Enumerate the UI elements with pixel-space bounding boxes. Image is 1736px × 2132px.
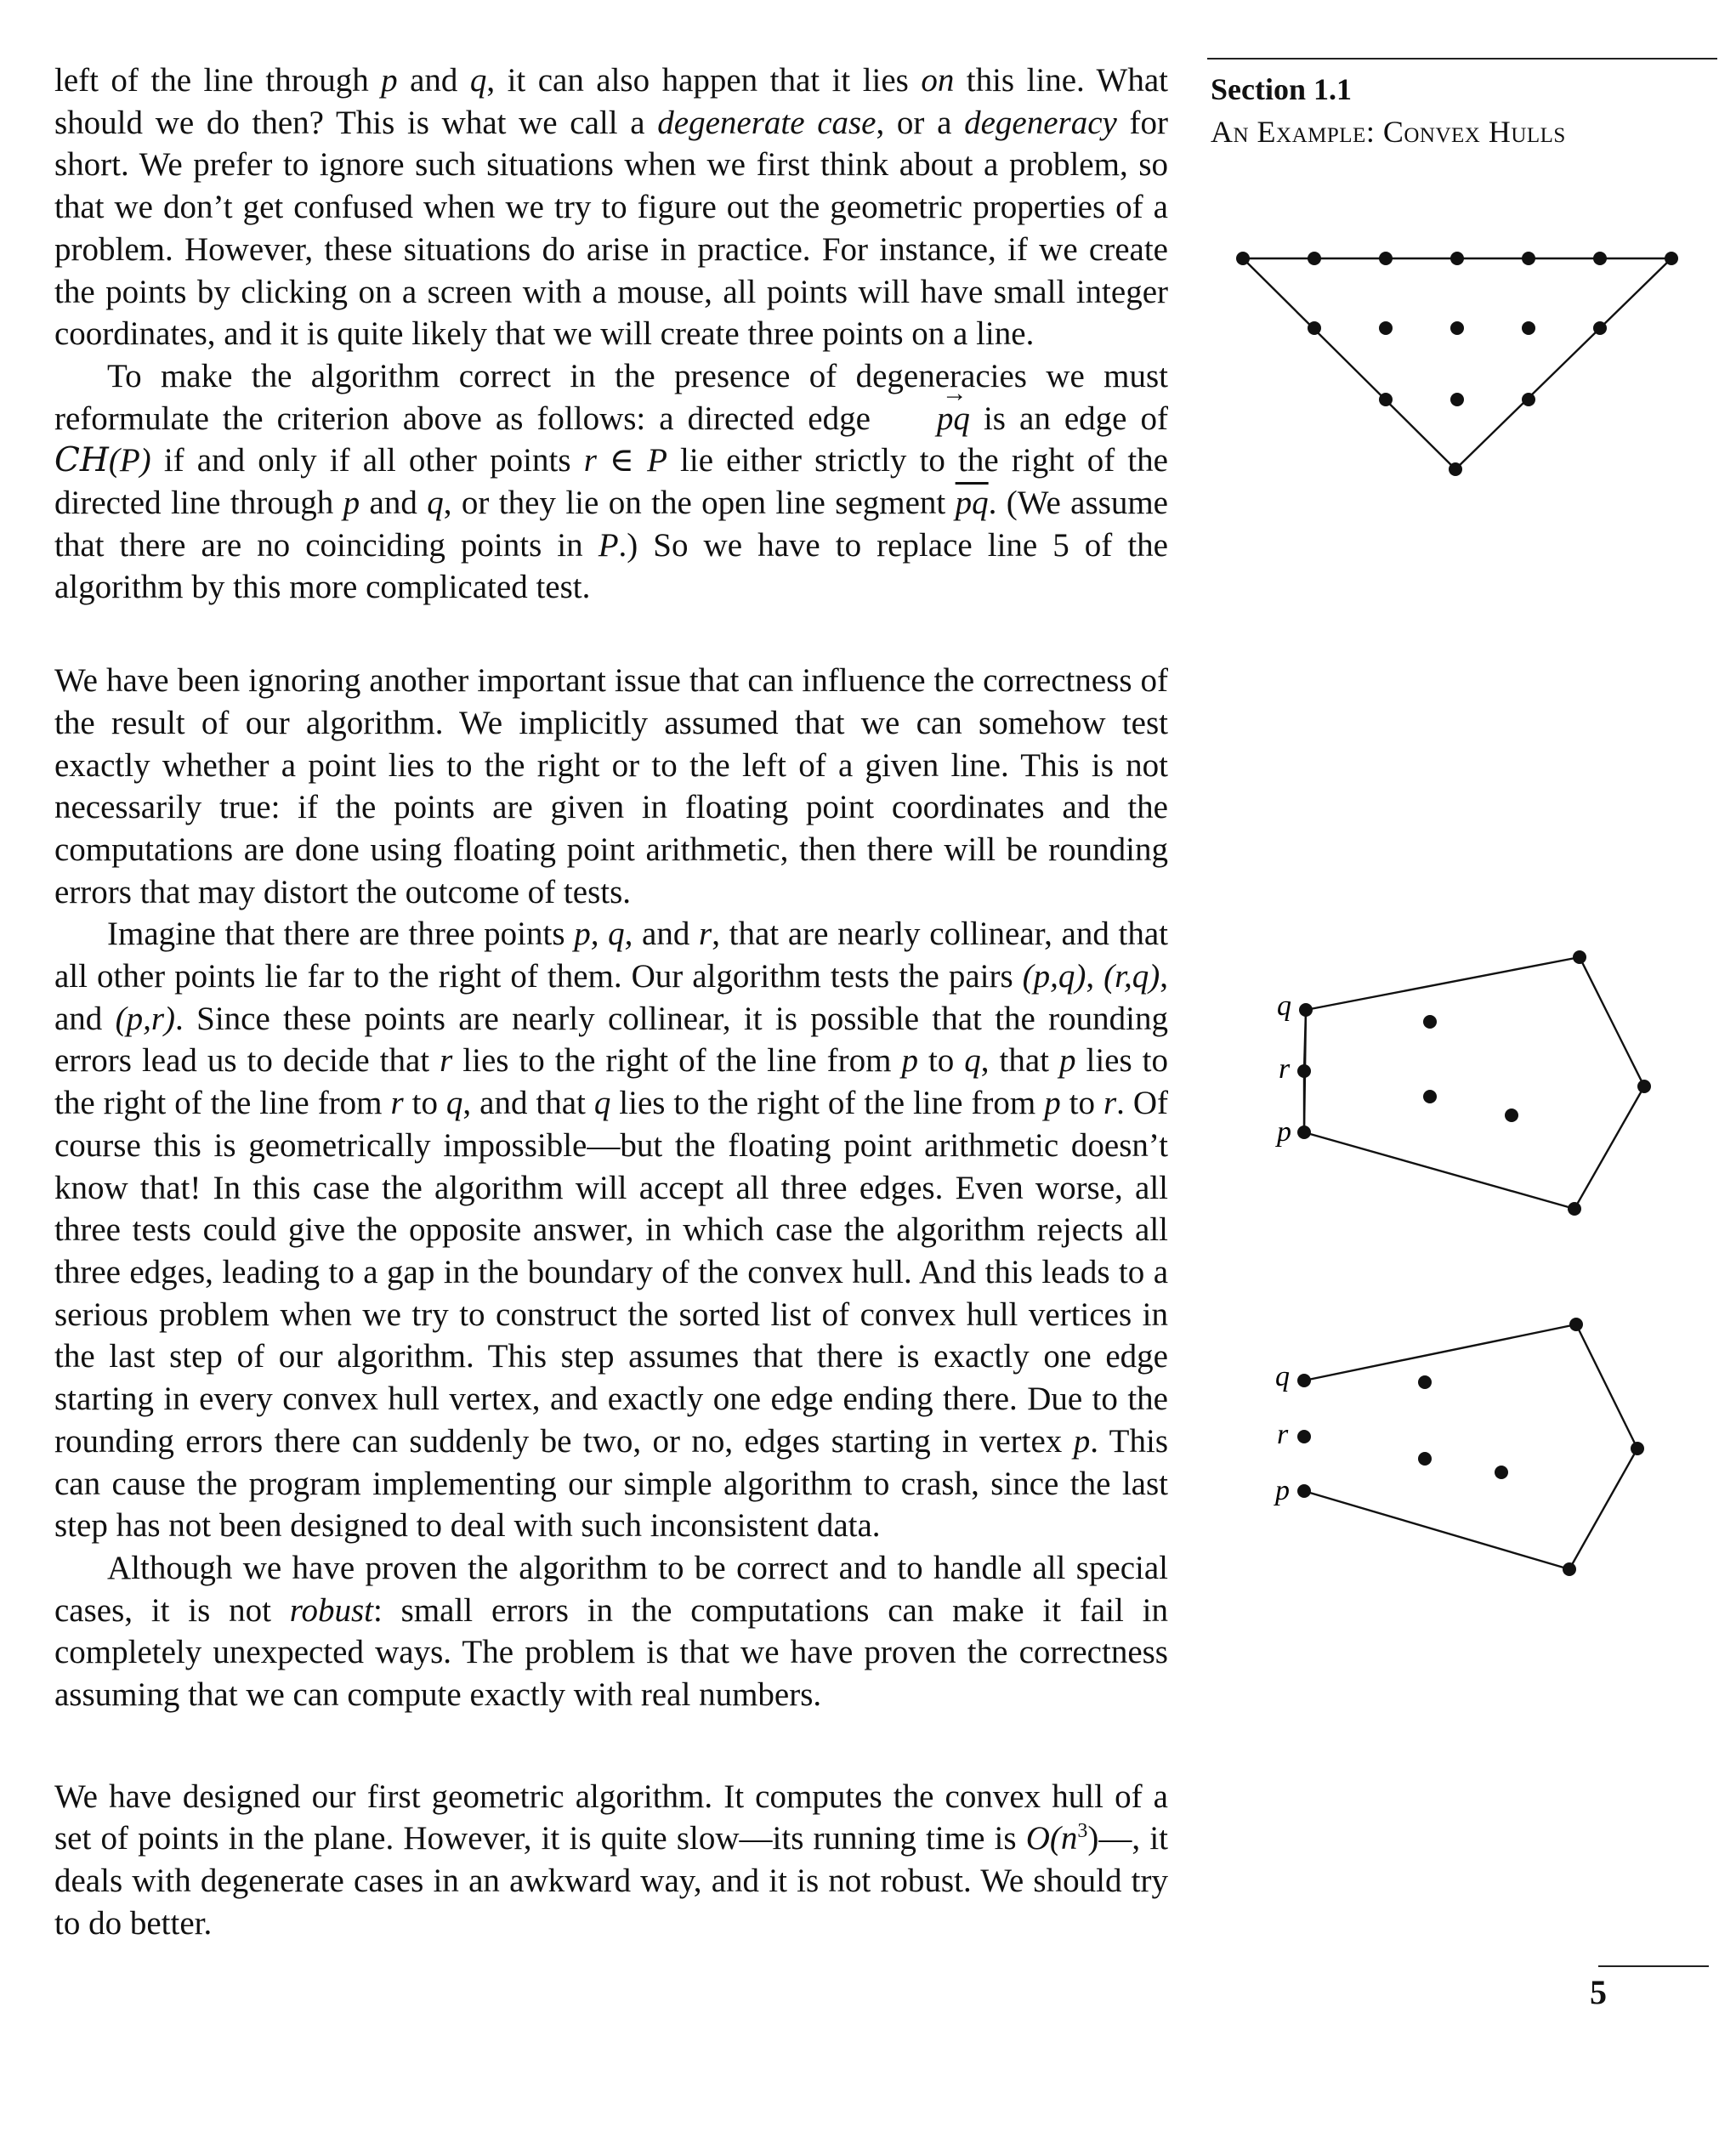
point: [1379, 321, 1393, 335]
point: [1569, 1318, 1583, 1331]
paragraph-reformulate-criterion: To make the algorithm correct in the presence of degeneracies we must reformulate the criterion above as follows: a directed edge → pq is an edge of CH(P) if and only if all other points r ∈ P lie either strictly to the right of the directed line through p and q, or they lie on the open line segment $\overline{pq}$. (We assume that there are no coinciding points in P.) So we have to replace line 5 of the algorithm by this more complicated test.: [54, 355, 1168, 609]
point: [1450, 393, 1464, 406]
point: [1593, 321, 1607, 335]
point-p: [1297, 1126, 1311, 1139]
point: [1308, 321, 1321, 335]
point: [1418, 1452, 1432, 1466]
point: [1450, 321, 1464, 335]
point: [1593, 252, 1607, 265]
label-r: r: [1277, 1419, 1289, 1450]
point: [1418, 1375, 1432, 1389]
figure-degenerate-triangle: [1224, 238, 1700, 493]
point: [1631, 1442, 1644, 1455]
label-q: q: [1277, 990, 1291, 1022]
point-r: [1297, 1430, 1311, 1443]
hull-edge: [1304, 1324, 1576, 1381]
hull-edge: [1243, 258, 1455, 469]
hull-edge: [1455, 258, 1671, 469]
hull-edge: [1569, 1449, 1637, 1569]
hull-edge: [1580, 957, 1644, 1086]
label-r: r: [1279, 1053, 1291, 1085]
hull-edge: [1574, 1086, 1644, 1209]
page-number: 5: [1590, 1973, 1607, 2011]
point: [1450, 252, 1464, 265]
paragraph-summary: We have designed our first geometric algorithm. It computes the convex hull of a set of points in the plane. However, it is quite slow—its running time is $O(n^3)—$, it deals with degenerate cases in an awkward way, and it is not robust. We should try to do better.: [54, 1778, 1169, 1942]
sidebar-top-rule: [1207, 58, 1717, 60]
main-text-column: [54, 60, 1168, 1945]
point: [1665, 252, 1678, 265]
figure-hull-all-edges: [1267, 944, 1675, 1233]
label-q: q: [1275, 1361, 1290, 1392]
section-label: Section 1.1: [1211, 72, 1352, 106]
point: [1423, 1015, 1437, 1029]
point-q: [1297, 1374, 1311, 1387]
point: [1379, 393, 1393, 406]
section-title: An Example: Convex Hulls: [1211, 115, 1566, 149]
point: [1573, 950, 1586, 964]
label-p: p: [1275, 1475, 1290, 1506]
hull-edge: [1304, 1491, 1569, 1569]
point: [1495, 1466, 1508, 1479]
point-p: [1297, 1484, 1311, 1498]
point-q: [1299, 1003, 1313, 1017]
figure-hull-with-gap: [1267, 1309, 1675, 1598]
hull-edge: [1576, 1324, 1637, 1449]
directed-edge-pq: → pq: [884, 398, 970, 440]
point: [1637, 1080, 1651, 1093]
paragraph-nearly-collinear: Imagine that there are three points p, q, and r, that are nearly collinear, and that all other points lie far to the right of them. Our algorithm tests the pairs (p,q), (r,q), and (p,r). Since these points are nearly collinear, it is possible that the rounding errors lead us to decide that r lies to the right of the line from p to q, that p lies to the right of the line from r to q, and that q lies to the right of the line from p to r. Of course this is geometrically impossible—but the floating point arithmetic doesn’t know that! In this case the algorithm will accept all three edges. Even worse, all three tests could give the opposite answer, in which case the algorithm rejects all three edges, leading to a gap in the boundary of the convex hull. And this leads to a serious problem when we try to construct the sorted list of convex hull vertices in the last step of our algorithm. This step assumes that there is exactly one edge starting in every convex hull vertex, and exactly one edge ending there. Due to the rounding errors there can suddenly be two, or no, edges starting in vertex p. This can cause the program implementing our simple algorithm to crash, since the last step has not been designed to deal with such inconsistent data.: [54, 916, 1169, 1545]
paragraph-not-robust: Although we have proven the algorithm to be correct and to handle all special cases, it is not robust: small errors in the computations can make it fail in completely unexpected ways. The problem is that we have proven the correctness assuming that we can compute exactly with real numbers.: [54, 1549, 1168, 1714]
page-number-rule: [1598, 1965, 1709, 1967]
point: [1522, 252, 1535, 265]
point: [1423, 1090, 1437, 1103]
point: [1522, 393, 1535, 406]
point: [1379, 252, 1393, 265]
point: [1568, 1202, 1581, 1216]
point: [1449, 462, 1462, 476]
segment-pq: $\overline{pq}$: [955, 485, 989, 522]
label-p: p: [1277, 1116, 1291, 1148]
point: [1308, 252, 1321, 265]
paragraph-rounding-errors: We have been ignoring another important issue that can influence the correctness of the result of our algorithm. We implicitly assumed that we can somehow test exactly whether a point lies to the right or to the left of a given line. This is not necessarily true: if the points are given in floating point coordinates and the computations are done using floating point arithmetic, then there will be rounding errors that may distort the outcome of tests.: [54, 662, 1168, 910]
point: [1236, 252, 1250, 265]
hull-edge: [1306, 957, 1580, 1010]
point-r: [1297, 1064, 1311, 1078]
point: [1522, 321, 1535, 335]
point: [1505, 1109, 1518, 1122]
point: [1563, 1562, 1576, 1576]
paragraph-degenerate-case: left of the line through p and q, it can also happen that it lies on this line. What should we do then? This is what we call a degenerate case, or a degeneracy for short. We prefer to ignore such situations when we first think about a problem, so that we don’t get confused when we try to figure out the geometric properties of a problem. However, these situations do arise in practice. For instance, if we create the points by clicking on a screen with a mouse, all points will have small integer coordinates, and it is quite likely that we will create three points on a line.: [54, 62, 1168, 353]
hull-edge: [1304, 1132, 1574, 1209]
